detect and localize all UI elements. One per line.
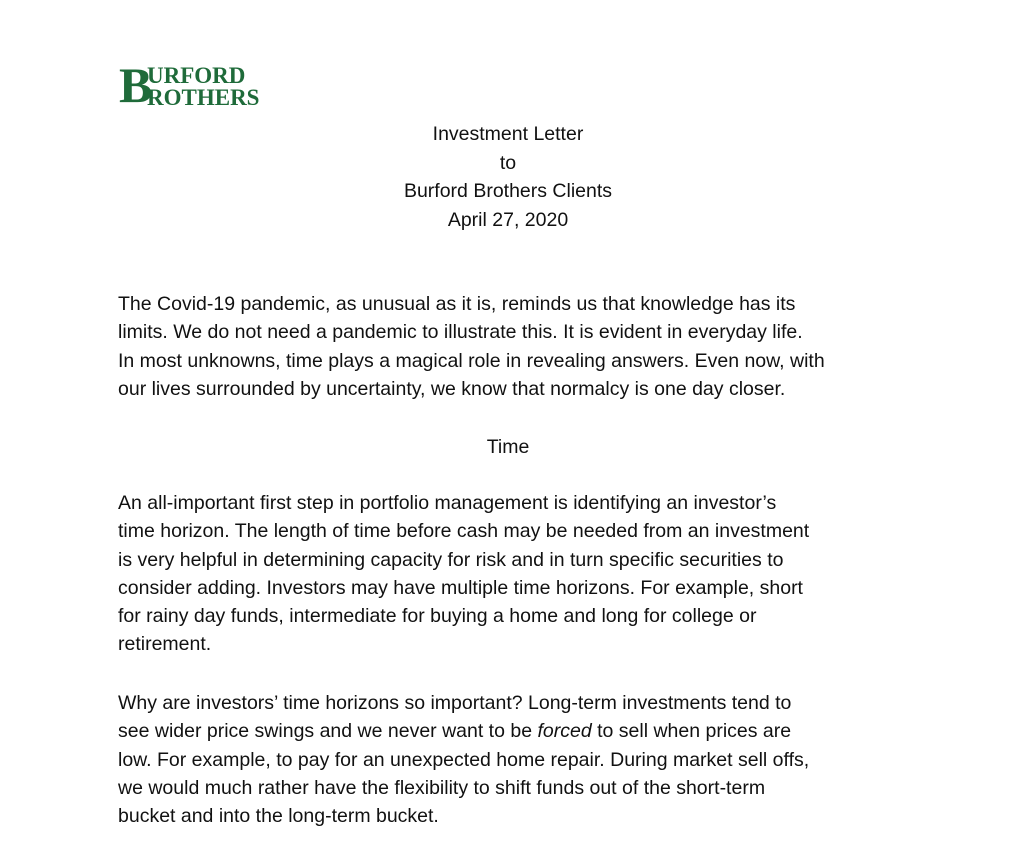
logo-line2-text: ROTHERS <box>147 85 260 108</box>
paragraph-line: The Covid-19 pandemic, as unusual as it is, reminds us that knowledge has its <box>118 293 796 315</box>
paragraph-line-with-emphasis <box>118 717 908 745</box>
paragraph-line: for rainy day funds, intermediate for buying a home and long for college or <box>118 605 757 628</box>
paragraph-line: our lives surrounded by uncertainty, we know that normalcy is one day closer. <box>118 377 786 400</box>
paragraph-line: time horizon. The length of time before cash may be needed from an investment <box>118 520 810 543</box>
paragraph-line: low. For example, to pay for an unexpected home repair. During market sell offs, <box>118 748 810 771</box>
logo-line1-text: URFORD <box>147 63 246 88</box>
letter-heading <box>0 120 1016 234</box>
heading-to: to <box>499 151 517 174</box>
paragraph-line: An all-important first step in portfolio management is identifying an investor’s <box>118 492 777 514</box>
paragraph-line: Why are investors’ time horizons so important? Long-term investments tend to <box>118 692 792 714</box>
heading-recipient: Burford Brothers Clients <box>403 180 613 203</box>
burford-brothers-logo <box>119 60 299 108</box>
section-title-time: Time <box>486 436 530 458</box>
heading-title: Investment Letter <box>432 123 584 145</box>
logo-initial-b: B <box>119 60 153 108</box>
paragraph-line: limits. We do not need a pandemic to illustrate this. It is evident in everyday life. <box>118 321 803 344</box>
paragraph-line: bucket and into the long-term bucket. <box>118 805 439 828</box>
paragraph-line: consider adding. Investors may have multiple time horizons. For example, short <box>118 576 803 599</box>
time-horizon-paragraph <box>118 489 908 659</box>
logo-wordmark <box>119 60 299 108</box>
intro-paragraph <box>118 290 908 403</box>
paragraph-line: retirement. <box>118 633 212 656</box>
line-text-before: see wider price swings and we never want to be <box>118 720 538 743</box>
paragraph-line: In most unknowns, time plays a magical role in revealing answers. Even now, with <box>118 349 825 372</box>
paragraph-line: is very helpful in determining capacity for risk and in turn specific securities to <box>118 548 784 571</box>
paragraph-line: we would much rather have the flexibility to shift funds out of the short-term <box>118 776 766 799</box>
line-text-after: to sell when prices are <box>591 720 792 743</box>
importance-paragraph <box>118 689 908 830</box>
heading-date: April 27, 2020 <box>447 208 569 231</box>
emphasized-word: forced <box>537 720 592 743</box>
